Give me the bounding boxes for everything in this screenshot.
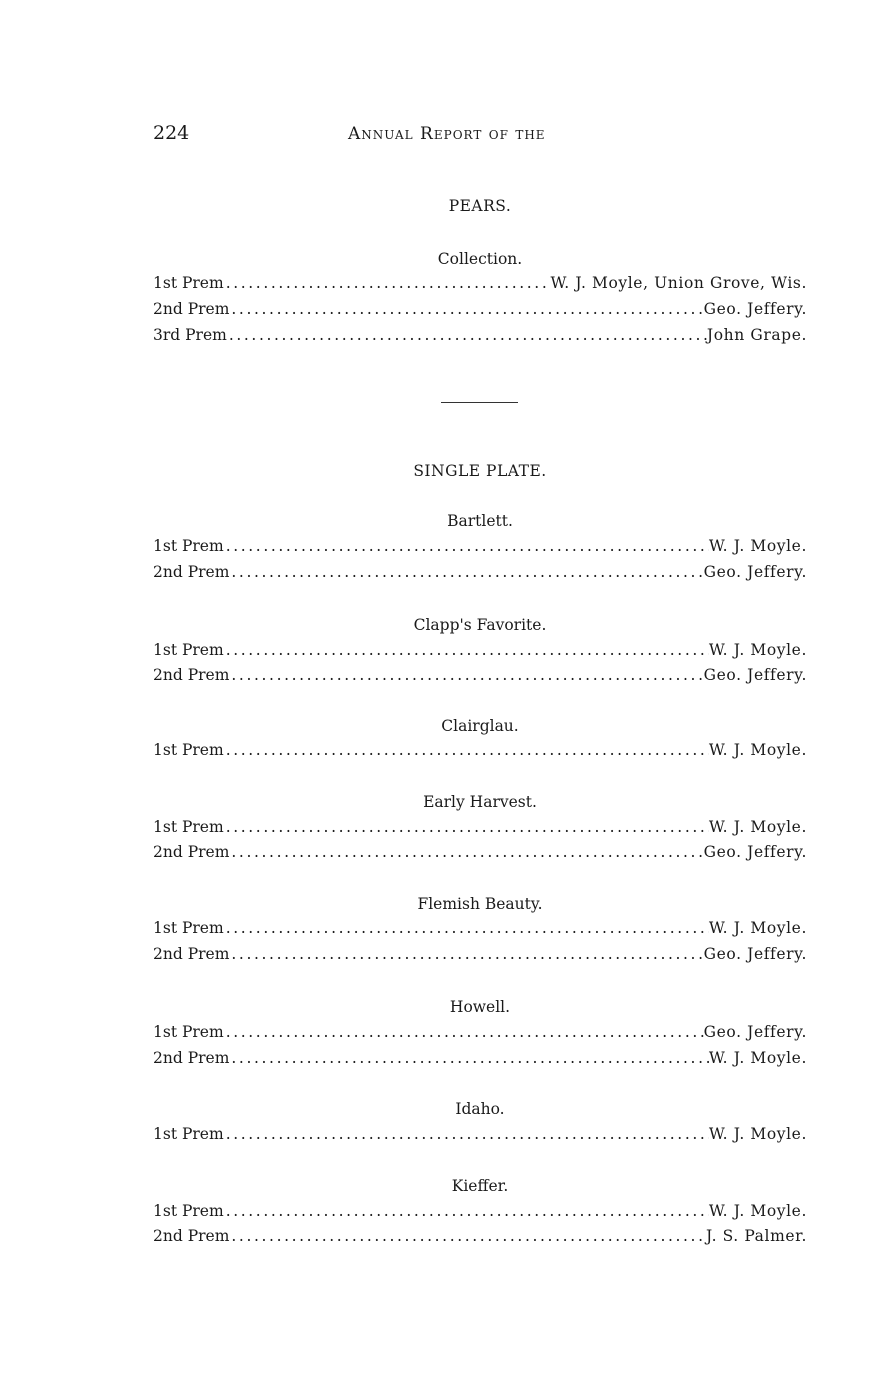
premium-label: 1st Prem [153,1125,224,1143]
premium-entry [153,945,807,967]
dot-leader [224,1023,704,1041]
premium-entry [153,537,807,559]
dot-leader [224,919,709,937]
group-title-howell: Howell. [449,998,511,1016]
premium-label: 1st Prem [153,1202,224,1220]
dot-leader [229,843,703,861]
premium-winner: W. J. Moyle. [708,818,807,836]
premium-label: 1st Prem [153,641,224,659]
group-title-collection: Collection. [437,250,523,268]
page-header [153,122,807,148]
premium-label: 1st Prem [153,274,224,292]
premium-label: 1st Prem [153,919,224,937]
group-title-idaho: Idaho. [455,1100,505,1118]
group-title-kieffer: Kieffer. [451,1177,509,1195]
dot-leader [229,1049,708,1067]
premium-label: 2nd Prem [153,945,230,963]
premium-winner: John Grape. [706,326,807,344]
group-title-early-harvest: Early Harvest. [423,793,537,811]
premium-winner: W. J. Moyle. [708,537,807,555]
premium-entry [153,818,807,840]
dot-leader [227,326,707,344]
premium-winner: Geo. Jeffery. [703,1023,807,1041]
premium-label: 1st Prem [153,537,224,555]
premium-winner: W. J. Moyle. [708,741,807,759]
dot-leader [224,537,709,555]
premium-winner: Geo. Jeffery. [703,666,807,684]
premium-entry [153,741,807,763]
group-title-bartlett: Bartlett. [447,512,513,530]
premium-winner: W. J. Moyle. [708,1202,807,1220]
premium-winner: J. S. Palmer. [705,1227,807,1245]
premium-entry [153,919,807,941]
premium-winner: W. J. Moyle. [708,1125,807,1143]
dot-leader [229,563,703,581]
section-heading-single-plate: SINGLE PLATE. [413,462,547,480]
premium-winner: Geo. Jeffery. [703,843,807,861]
running-title: Annual Report of the [348,124,546,144]
premium-entry [153,1202,807,1224]
premium-winner: W. J. Moyle, Union Grove, Wis. [550,274,807,292]
premium-winner: Geo. Jeffery. [703,300,807,318]
premium-entry [153,666,807,688]
premium-entry [153,641,807,663]
dot-leader [224,274,551,292]
dot-leader [224,1125,709,1143]
dot-leader [229,666,703,684]
premium-entry [153,326,807,348]
section-heading-pears: PEARS. [448,197,512,215]
premium-entry [153,1227,807,1249]
dot-leader [229,1227,706,1245]
premium-entry [153,1125,807,1147]
premium-winner: W. J. Moyle. [708,641,807,659]
dot-leader [229,945,703,963]
premium-entry [153,563,807,585]
premium-winner: W. J. Moyle. [708,919,807,937]
premium-entry [153,274,807,296]
premium-label: 2nd Prem [153,1049,230,1067]
group-title-flemish-beauty: Flemish Beauty. [417,895,543,913]
dot-leader [224,818,709,836]
premium-entry [153,300,807,322]
page-number: 224 [153,122,190,144]
group-title-clapps-favorite: Clapp's Favorite. [413,616,547,634]
dot-leader [224,641,709,659]
premium-entry [153,1023,807,1045]
premium-label: 1st Prem [153,1023,224,1041]
dot-leader [224,741,709,759]
premium-label: 2nd Prem [153,563,230,581]
premium-label: 1st Prem [153,741,224,759]
premium-label: 1st Prem [153,818,224,836]
premium-label: 2nd Prem [153,1227,230,1245]
premium-label: 3rd Prem [153,326,227,344]
premium-entry [153,843,807,865]
premium-label: 2nd Prem [153,843,230,861]
group-title-clairglau: Clairglau. [441,717,519,735]
section-divider [441,402,518,403]
premium-winner: Geo. Jeffery. [703,945,807,963]
premium-label: 2nd Prem [153,300,230,318]
premium-winner: Geo. Jeffery. [703,563,807,581]
premium-winner: W. J. Moyle. [708,1049,807,1067]
dot-leader [224,1202,709,1220]
document-page [153,0,807,1380]
premium-label: 2nd Prem [153,666,230,684]
premium-entry [153,1049,807,1071]
dot-leader [229,300,703,318]
